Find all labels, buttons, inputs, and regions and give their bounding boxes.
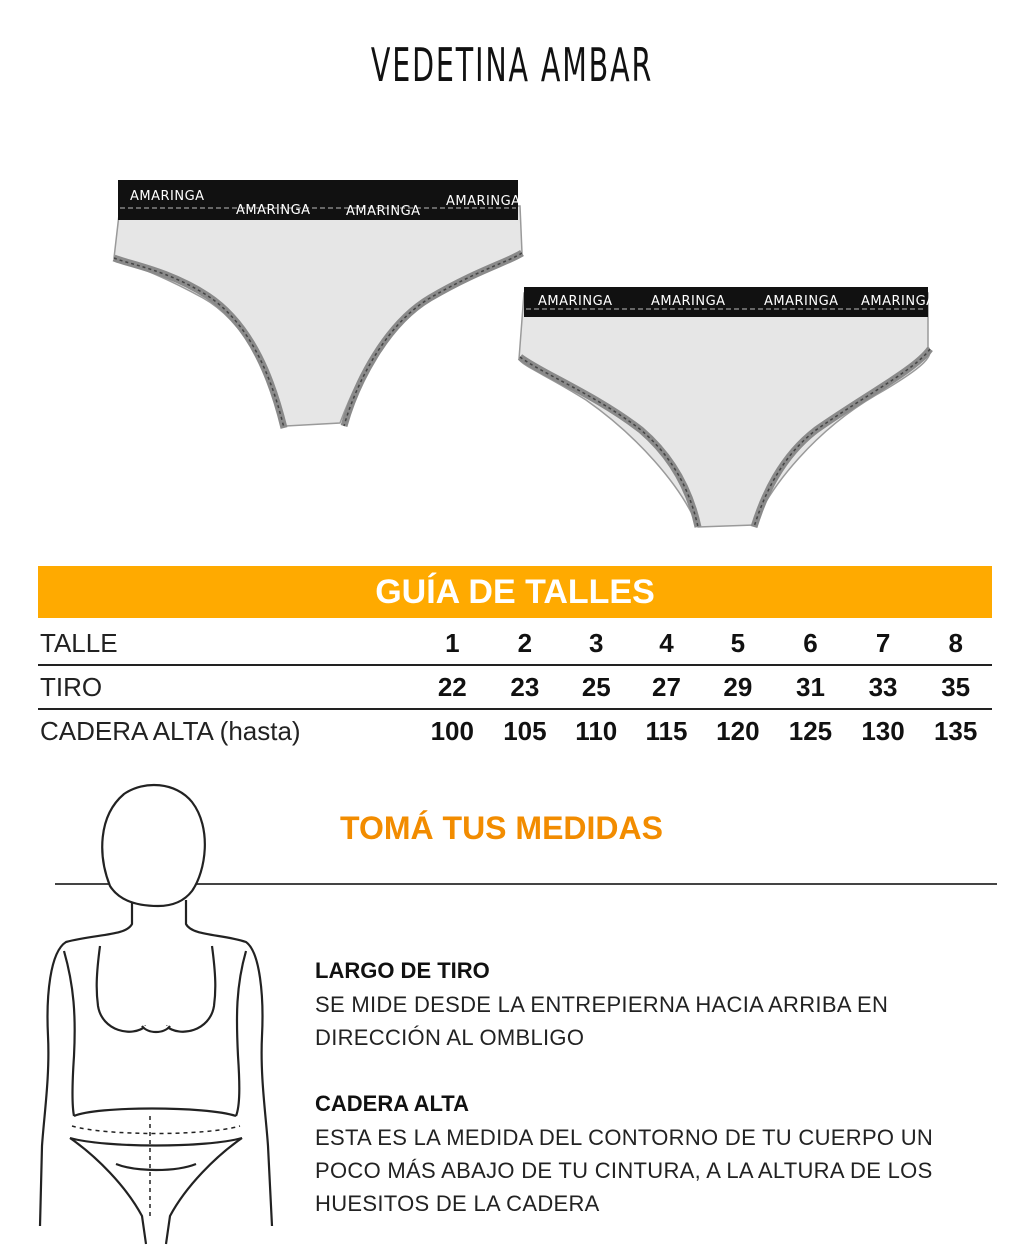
cell: 3 xyxy=(561,622,631,665)
cell: 23 xyxy=(489,665,562,709)
measure-item-tiro xyxy=(315,958,975,1054)
back-brief-illustration xyxy=(516,285,936,535)
cell: 115 xyxy=(645,715,688,746)
front-brief-illustration xyxy=(108,178,528,443)
back-band-label: AMARINGA xyxy=(651,294,726,309)
cell: 29 xyxy=(702,665,775,709)
product-title: VEDETINA AMBAR xyxy=(370,38,654,92)
measure-item-text: SE MIDE DESDE LA ENTREPIERNA HACIA ARRIBA EN DIRECCIÓN AL OMBLIGO xyxy=(315,992,889,1050)
cell: 22 xyxy=(416,665,489,709)
cell: 100 xyxy=(430,715,474,746)
cell: 7 xyxy=(847,622,920,665)
measure-item-cadera xyxy=(315,1091,975,1220)
cell: 1 xyxy=(416,622,489,665)
cell: 8 xyxy=(919,622,992,665)
measure-heading: TOMÁ TUS MEDIDAS xyxy=(340,810,663,846)
row-label: CADERA ALTA (hasta) xyxy=(40,715,301,746)
table-row xyxy=(38,709,992,752)
cell: 105 xyxy=(503,715,547,746)
cell: 27 xyxy=(631,665,701,709)
cell: 25 xyxy=(561,665,631,709)
cell: 2 xyxy=(489,622,562,665)
row-label: TIRO xyxy=(38,665,416,709)
size-guide-heading: GUÍA DE TALLES xyxy=(38,566,992,618)
cell: 6 xyxy=(774,622,847,665)
cell: 110 xyxy=(575,715,618,746)
measure-item-text: ESTA ES LA MEDIDA DEL CONTORNO DE TU CUERPO UN POCO MÁS ABAJO DE TU CINTURA, A LA ALTURA DE LOS HUESITOS DE LA CADERA xyxy=(315,1125,934,1216)
cell: 4 xyxy=(631,622,701,665)
back-band-label: AMARINGA xyxy=(538,294,613,309)
measure-item-title: LARGO DE TIRO xyxy=(315,958,490,983)
table-row xyxy=(38,665,992,709)
cell: 35 xyxy=(919,665,992,709)
size-table xyxy=(38,622,992,752)
back-band-label: AMARINGA xyxy=(861,294,936,309)
back-band-label: AMARINGA xyxy=(764,294,839,309)
cell: 5 xyxy=(702,622,775,665)
cell: 130 xyxy=(861,715,905,746)
cell: 31 xyxy=(774,665,847,709)
row-label: TALLE xyxy=(38,622,416,665)
front-band-label: AMARINGA xyxy=(130,189,205,204)
cell: 120 xyxy=(716,715,760,746)
cell: 135 xyxy=(933,715,978,746)
front-band-label: AMARINGA xyxy=(446,194,521,209)
cell: 125 xyxy=(788,715,833,746)
cell: 33 xyxy=(847,665,920,709)
measure-item-title: CADERA ALTA xyxy=(315,1091,469,1116)
front-band-label: AMARINGA xyxy=(236,203,311,218)
table-row xyxy=(38,622,992,665)
front-band-label: AMARINGA xyxy=(346,204,421,219)
body-outline-illustration xyxy=(36,776,276,1246)
